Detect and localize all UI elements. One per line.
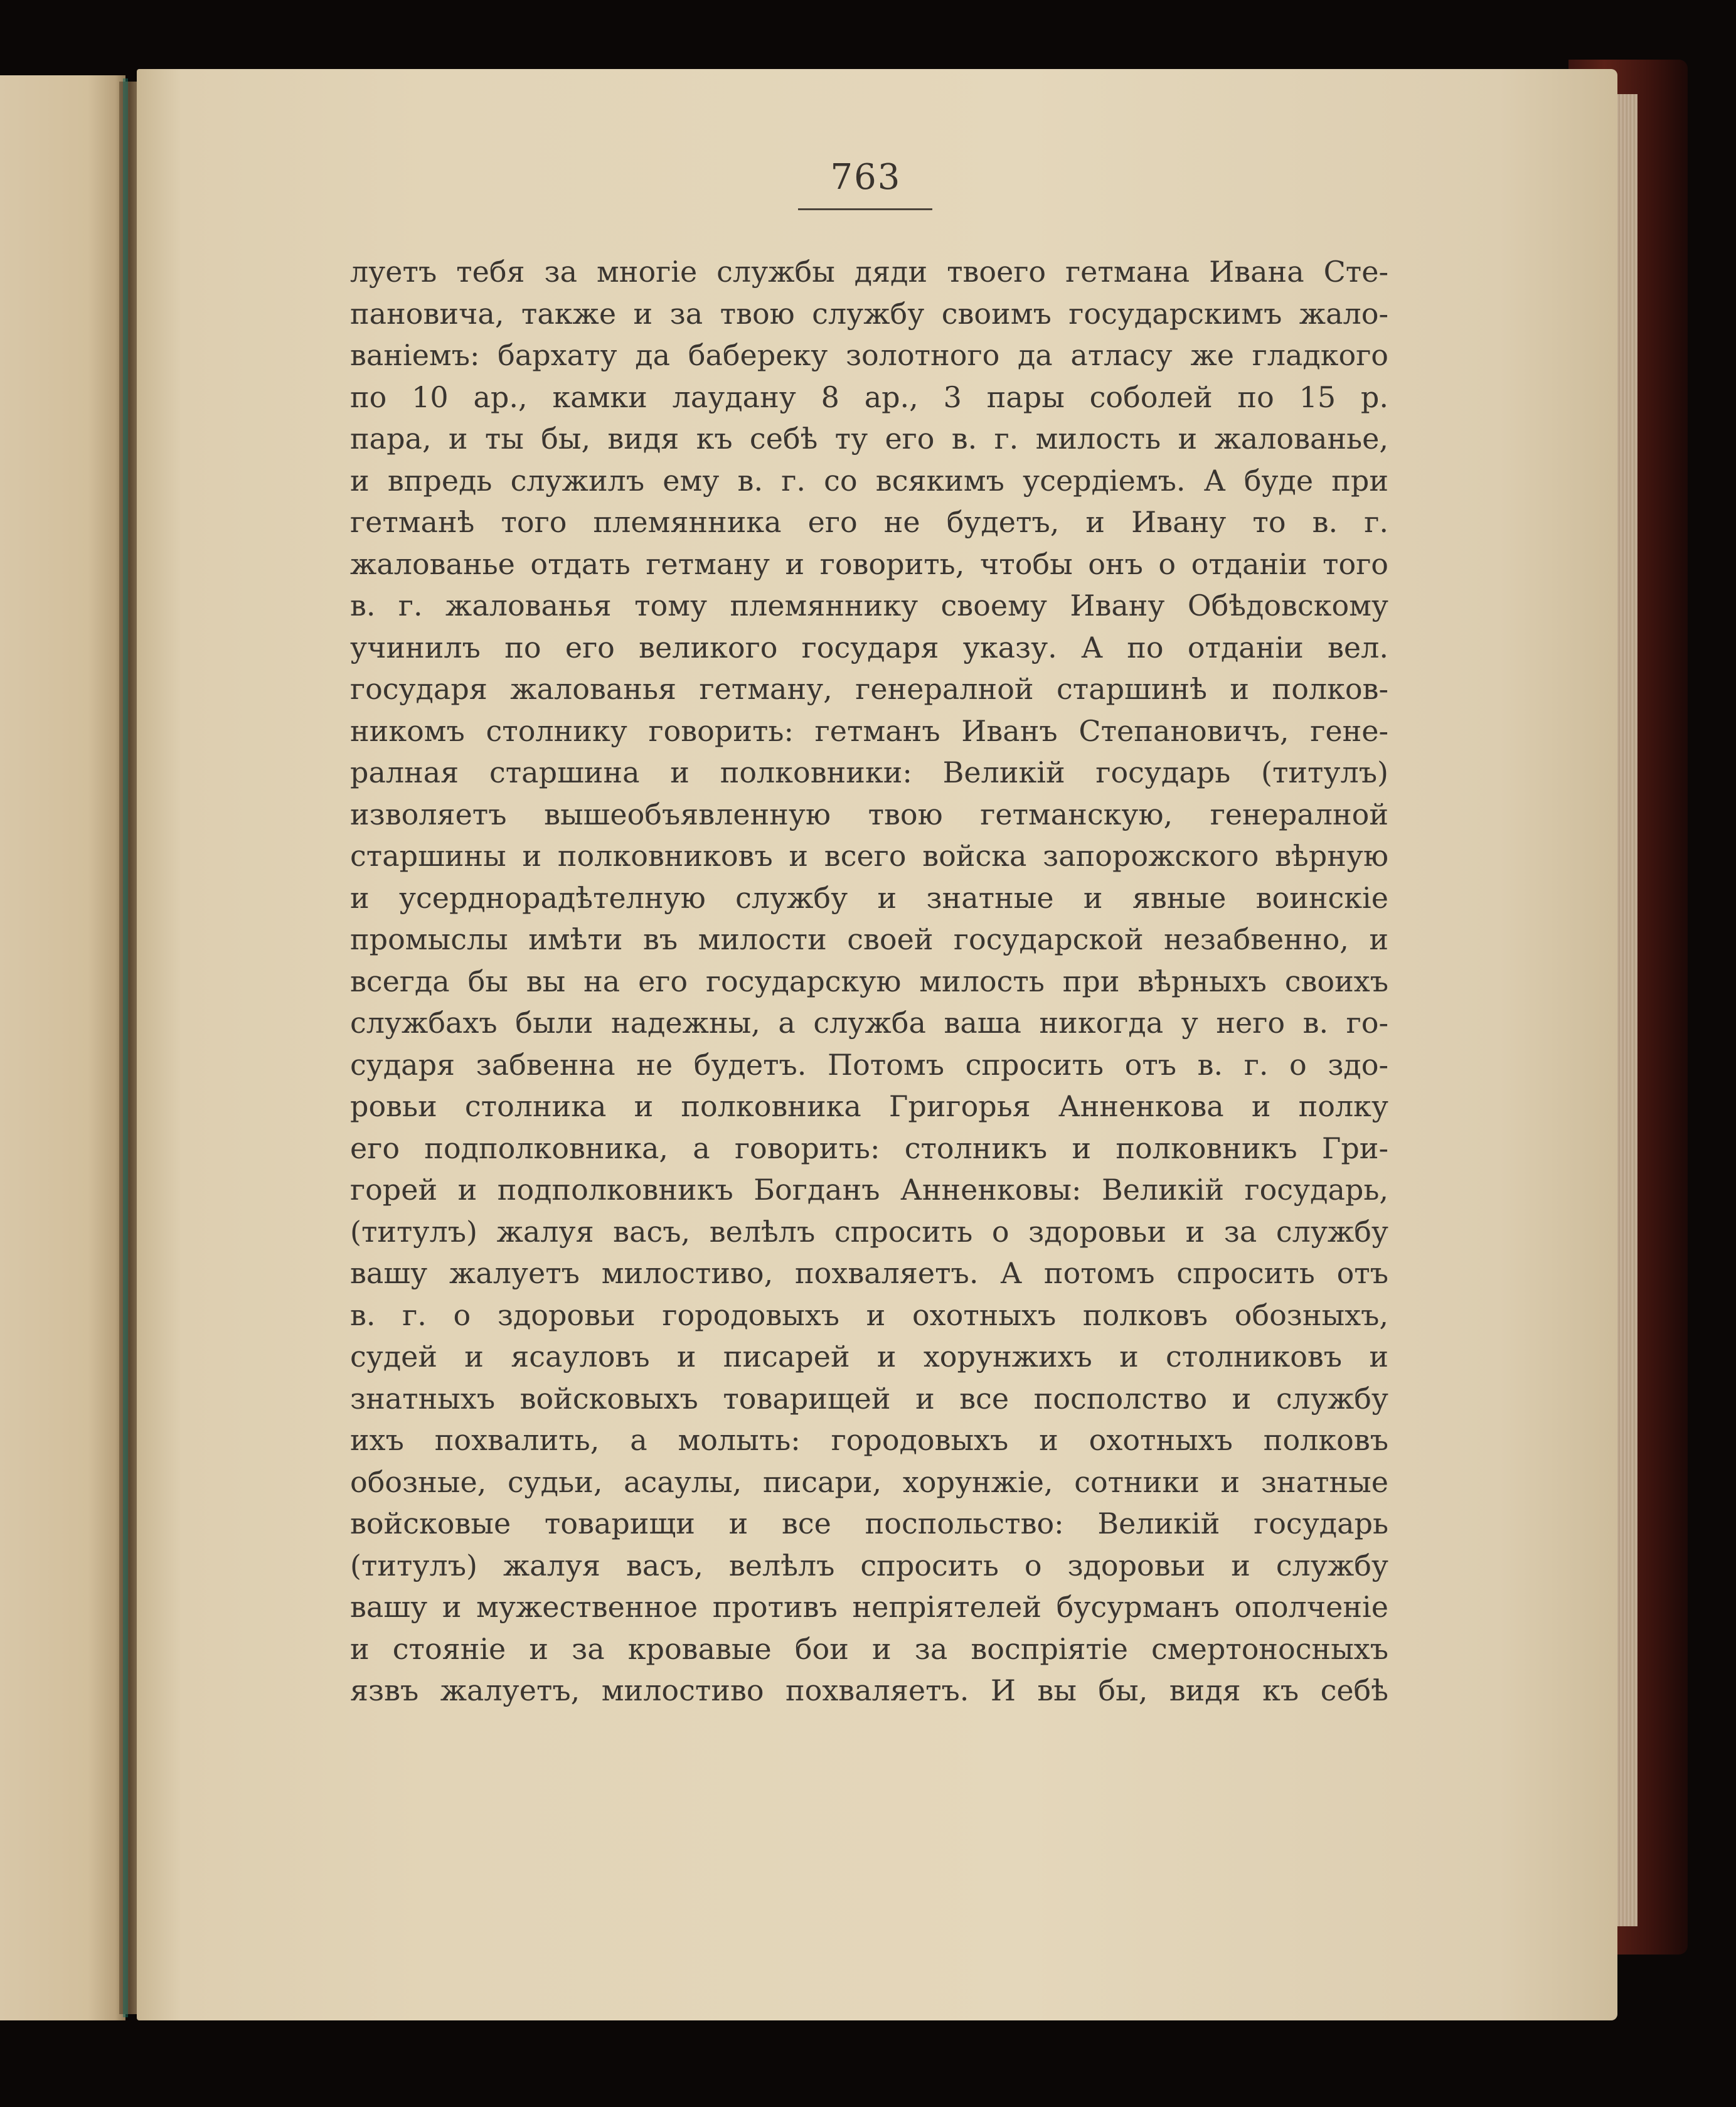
- text-line: (титулъ) жалуя васъ, велѣлъ спросить о здоровьи и за службу: [350, 1214, 1388, 1249]
- text-line: язвъ жалуетъ, милостиво похваляетъ. И вы бы, видя къ себѣ: [350, 1673, 1388, 1707]
- text-line: сударя забвенна не будетъ. Потомъ спросить отъ в. г. о здо-: [350, 1047, 1388, 1082]
- text-line: пановича, также и за твою службу своимъ государскимъ жало-: [350, 296, 1388, 331]
- text-line: гетманѣ того племянника его не будетъ, и Ивану то в. г.: [350, 505, 1388, 539]
- text-line: всегда бы вы на его государскую милость при вѣрныхъ своихъ: [350, 964, 1388, 998]
- text-line: старшины и полковниковъ и всего войска запорожского вѣрную: [350, 839, 1388, 873]
- binding-thread: [123, 78, 128, 2017]
- text-line: знатныхъ войсковыхъ товарищей и все посполство и службу: [350, 1381, 1388, 1416]
- text-line: государя жалованья гетману, генералной старшинѣ и полков-: [350, 672, 1388, 706]
- text-line: ихъ похвалить, а молыть: городовыхъ и охотныхъ полковъ: [350, 1423, 1388, 1457]
- text-line: луетъ тебя за многіе службы дяди твоего гетмана Ивана Сте-: [350, 255, 1388, 289]
- text-line: (титулъ) жалуя васъ, велѣлъ спросить о здоровьи и службу: [350, 1548, 1388, 1582]
- text-line: войсковые товарищи и все поспольство: Великій государь: [350, 1507, 1388, 1540]
- text-line: ралная старшина и полковники: Великій государь (титулъ): [350, 755, 1388, 789]
- text-line: вашу и мужественное противъ непріятелей бусурманъ ополченіе: [350, 1590, 1388, 1624]
- text-line: в. г. жалованья тому племяннику своему Ивану Обѣдовскому: [350, 589, 1388, 622]
- text-line: и усерднорадѣтелную службу и знатные и явные воинскіе: [350, 880, 1388, 915]
- text-line: горей и подполковникъ Богданъ Анненковы: Великій государь,: [350, 1173, 1388, 1207]
- left-page-edge: [0, 75, 125, 2020]
- text-line: пара, и ты бы, видя къ себѣ ту его в. г. милость и жалованье,: [350, 422, 1388, 456]
- text-line: изволяетъ вышеобъявленную твою гетманскую, генералной: [350, 797, 1388, 831]
- text-line: судей и ясауловъ и писарей и хорунжихъ и столниковъ и: [350, 1340, 1388, 1374]
- text-line: жалованье отдать гетману и говорить, чтобы онъ о отданіи того: [350, 547, 1388, 581]
- text-line: ровьи столника и полковника Григорья Анненкова и полку: [350, 1089, 1388, 1123]
- text-line: вашу жалуетъ милостиво, похваляетъ. А потомъ спросить отъ: [350, 1256, 1388, 1290]
- page-number: 763: [830, 157, 902, 198]
- text-line: никомъ столнику говорить: гетманъ Иванъ Степановичъ, гене-: [350, 713, 1388, 748]
- text-line: и стояніе и за кровавые бои и за воспріятіе смертоносныхъ: [350, 1631, 1388, 1666]
- text-line: в. г. о здоровьи городовыхъ и охотныхъ полковъ обозныхъ,: [350, 1298, 1388, 1332]
- text-line: его подполковника, а говорить: столникъ и полковникъ Гри-: [350, 1131, 1388, 1165]
- text-line: службахъ были надежны, а служба ваша никогда у него в. го-: [350, 1006, 1388, 1040]
- text-line: и впредь служилъ ему в. г. со всякимъ усердіемъ. А буде при: [350, 463, 1388, 498]
- page-number-rule: [798, 208, 932, 210]
- text-line: обозные, судьи, асаулы, писари, хорунжіе, сотники и знатные: [350, 1464, 1388, 1499]
- text-line: учинилъ по его великого государя указу. А по отданіи вел.: [350, 630, 1388, 664]
- text-line: по 10 ар., камки лаудану 8 ар., 3 пары соболей по 15 р.: [350, 380, 1388, 414]
- text-line: промыслы имѣти въ милости своей государской незабвенно, и: [350, 922, 1388, 956]
- text-line: ваніемъ: бархату да бабереку золотного да атласу же гладкого: [350, 338, 1388, 372]
- body-text: [350, 251, 1388, 1712]
